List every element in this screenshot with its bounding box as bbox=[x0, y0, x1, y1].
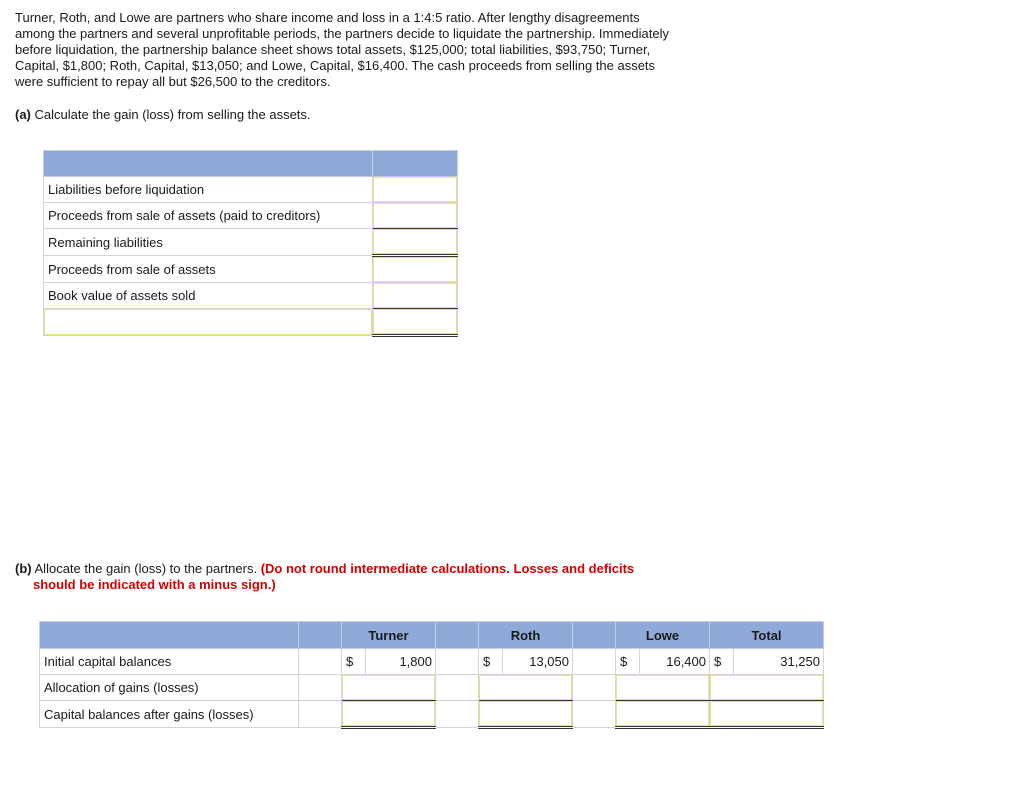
turner-allocation-input[interactable] bbox=[342, 675, 435, 700]
proceeds-sale-input[interactable] bbox=[373, 257, 457, 282]
gain-loss-value-input[interactable] bbox=[373, 309, 457, 334]
input-cell bbox=[710, 701, 824, 728]
question-a-text: Calculate the gain (loss) from selling the assets. bbox=[34, 107, 311, 122]
table-row bbox=[40, 701, 824, 728]
proceeds-paid-creditors-input[interactable] bbox=[373, 203, 457, 228]
currency-symbol: $ bbox=[479, 649, 503, 675]
question-a-label: (a) bbox=[15, 107, 31, 122]
gain-loss-table bbox=[43, 150, 458, 337]
roth-allocation-input[interactable] bbox=[479, 675, 572, 700]
spacer-cell bbox=[573, 649, 616, 675]
header-cell bbox=[44, 151, 373, 177]
header-cell bbox=[40, 622, 299, 649]
header-cell bbox=[573, 622, 616, 649]
header-turner: Turner bbox=[342, 622, 436, 649]
total-final-input[interactable] bbox=[710, 701, 823, 726]
currency-symbol: $ bbox=[616, 649, 640, 675]
turner-initial: 1,800 bbox=[366, 649, 436, 675]
currency-symbol: $ bbox=[710, 649, 734, 675]
instruction-line-1: (Do not round intermediate calculations. Losses and deficits bbox=[260, 561, 635, 576]
problem-statement: Turner, Roth, and Lowe are partners who share income and loss in a 1:4:5 ratio. After lengthy disagreements among the partners and several unprofitable periods, the partners decide to liquidate the partnership. Immediately before liquidation, the partnership balance sheet shows total assets, $125,000; total liabilities, $93,750; Turner, Capital, $1,800; Roth, Capital, $13,050; and Lowe, Capital, $16,400. The cash proceeds from selling the assets were sufficient to repay all but $26,500 to the creditors. bbox=[15, 10, 669, 89]
row-label: Initial capital balances bbox=[40, 649, 299, 675]
roth-initial: 13,050 bbox=[503, 649, 573, 675]
input-cell bbox=[479, 675, 573, 701]
row-label: Capital balances after gains (losses) bbox=[40, 701, 299, 728]
spacer-cell bbox=[573, 701, 616, 728]
header-cell bbox=[436, 622, 479, 649]
spacer-cell bbox=[436, 649, 479, 675]
question-a bbox=[15, 107, 311, 122]
input-cell bbox=[342, 675, 436, 701]
spacer-cell bbox=[436, 675, 479, 701]
table-row bbox=[44, 309, 458, 336]
roth-final-input[interactable] bbox=[479, 701, 572, 726]
header-cell bbox=[299, 622, 342, 649]
question-b-text: Allocate the gain (loss) to the partners. bbox=[34, 561, 258, 576]
book-value-input[interactable] bbox=[373, 283, 457, 308]
header-lowe: Lowe bbox=[616, 622, 710, 649]
table-row bbox=[44, 177, 458, 203]
lowe-allocation-input[interactable] bbox=[616, 675, 709, 700]
table-row bbox=[44, 283, 458, 309]
spacer-cell bbox=[299, 649, 342, 675]
spacer-cell bbox=[573, 675, 616, 701]
remaining-liabilities-input[interactable] bbox=[373, 229, 457, 254]
lowe-final-input[interactable] bbox=[616, 701, 709, 726]
row-label: Book value of assets sold bbox=[44, 283, 373, 309]
table-a-header bbox=[44, 151, 458, 177]
instruction-line-2: should be indicated with a minus sign.) bbox=[33, 577, 276, 592]
table-row bbox=[44, 229, 458, 256]
lowe-initial: 16,400 bbox=[640, 649, 710, 675]
row-label: Allocation of gains (losses) bbox=[40, 675, 299, 701]
value-cell bbox=[373, 309, 458, 336]
spacer-cell bbox=[299, 701, 342, 728]
row-label: Liabilities before liquidation bbox=[44, 177, 373, 203]
input-cell bbox=[342, 701, 436, 728]
allocation-table bbox=[39, 621, 824, 729]
value-cell bbox=[373, 283, 458, 309]
value-cell bbox=[373, 256, 458, 283]
total-initial: 31,250 bbox=[734, 649, 824, 675]
header-cell bbox=[373, 151, 458, 177]
total-allocation-input[interactable] bbox=[710, 675, 823, 700]
table-row bbox=[44, 256, 458, 283]
question-b bbox=[15, 561, 695, 593]
row-label: Proceeds from sale of assets bbox=[44, 256, 373, 283]
liabilities-before-input[interactable] bbox=[373, 177, 457, 202]
value-cell bbox=[373, 229, 458, 256]
header-total: Total bbox=[710, 622, 824, 649]
input-cell bbox=[616, 701, 710, 728]
spacer-cell bbox=[299, 675, 342, 701]
spacer-cell bbox=[436, 701, 479, 728]
result-label-cell bbox=[44, 309, 373, 336]
value-cell bbox=[373, 177, 458, 203]
input-cell bbox=[616, 675, 710, 701]
input-cell bbox=[710, 675, 824, 701]
currency-symbol: $ bbox=[342, 649, 366, 675]
row-label: Proceeds from sale of assets (paid to creditors) bbox=[44, 203, 373, 229]
header-roth: Roth bbox=[479, 622, 573, 649]
gain-loss-label-input[interactable] bbox=[44, 309, 372, 335]
table-b-header bbox=[40, 622, 824, 649]
table-row bbox=[44, 203, 458, 229]
question-b-label: (b) bbox=[15, 561, 32, 576]
table-row bbox=[40, 675, 824, 701]
input-cell bbox=[479, 701, 573, 728]
turner-final-input[interactable] bbox=[342, 701, 435, 726]
row-label: Remaining liabilities bbox=[44, 229, 373, 256]
table-row bbox=[40, 649, 824, 675]
value-cell bbox=[373, 203, 458, 229]
